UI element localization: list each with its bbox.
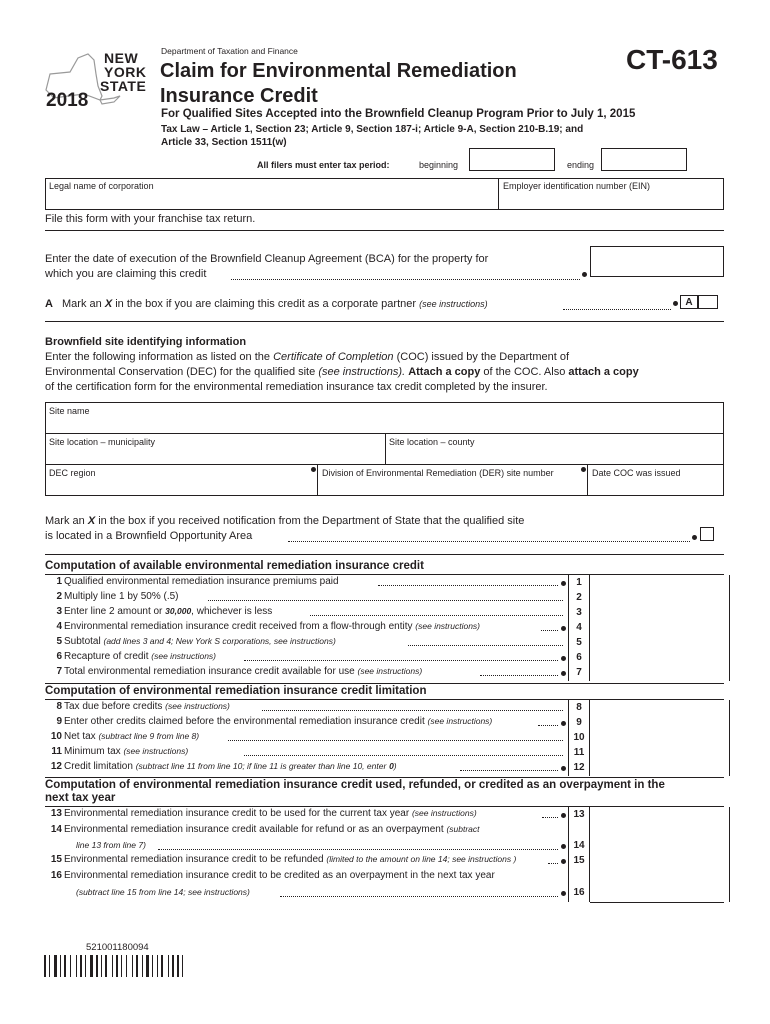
barcode-bar [112, 955, 113, 977]
line-14-text [64, 824, 480, 835]
line-15-text [64, 854, 516, 865]
line-12-note-bold: 0 [389, 761, 394, 771]
line-10-leader [228, 740, 563, 741]
county-label: Site location – county [389, 437, 475, 447]
site-info-p2b: of the COC. Also [483, 366, 566, 378]
logo-year: 2018 [46, 90, 89, 111]
site-name-label: Site name [49, 406, 90, 416]
line-4-leader [541, 630, 558, 631]
form-subtitle: For Qualified Sites Accepted into the Brownfield Cleanup Program Prior to July 1, 2015 [161, 108, 636, 120]
section-used-refunded-title-line1: Computation of environmental remediation insurance credit used, refunded, or credited as an overpayment in the [45, 779, 665, 791]
opportunity-line1b: in the box if you received notification from the Department of State that the qualified site [98, 515, 525, 527]
line-2-box-number: 2 [568, 590, 590, 606]
section2-top-rule [45, 683, 724, 684]
line-9-label: Enter other credits claimed before the environmental remediation insurance credit [64, 716, 425, 727]
form-title-line1: Claim for Environmental Remediation [160, 60, 517, 82]
bca-bullet [582, 272, 587, 277]
barcode-bar [64, 955, 66, 977]
site-info-p2-bold2: attach a copy [568, 366, 639, 378]
line-13-bullet [561, 813, 566, 818]
line-7-bullet [561, 671, 566, 676]
site-info-p1a: Enter the following information as listed on the [45, 351, 271, 363]
line-14-amount[interactable] [590, 823, 730, 854]
line-15-leader [548, 863, 558, 864]
municipality-divider [385, 433, 386, 464]
line-15-box-number: 15 [568, 853, 590, 869]
line-6-number: 6 [56, 651, 62, 662]
line-5-label: Subtotal [64, 636, 101, 647]
line-4-label: Environmental remediation insurance credit received from a flow-through entity [64, 621, 413, 632]
site-info-para1 [45, 351, 569, 363]
site-info-title: Brownfield site identifying information [45, 336, 247, 348]
line-6-box-number: 6 [568, 650, 590, 666]
line-3-text-b: , whichever is less [191, 606, 273, 617]
line-2-number: 2 [56, 591, 62, 602]
der-number-label: Division of Environmental Remediation (DER) site number [322, 468, 554, 478]
line-13-number: 13 [50, 808, 62, 819]
line-a-box-label: A [680, 295, 698, 309]
line-1-number: 1 [56, 576, 62, 587]
line-16-number: 16 [50, 870, 62, 881]
line-5-row [48, 636, 730, 651]
line-11-number: 11 [51, 746, 62, 757]
tax-law-line2: Article 33, Section 1511(w) [161, 137, 287, 148]
line-16-note: (subtract line 15 from line 14; see instructions) [76, 887, 250, 897]
line-4-box-number: 4 [568, 620, 590, 636]
der-number-bullet [581, 467, 586, 472]
section-limitation-title: Computation of environmental remediation insurance credit limitation [45, 685, 427, 697]
line-10-box-number: 10 [568, 730, 590, 746]
barcode-bar [161, 955, 163, 977]
line-12-number: 12 [50, 761, 62, 772]
ein-divider [498, 178, 499, 210]
line-16-box-number: 16 [568, 869, 590, 902]
line-14-bullet [561, 844, 566, 849]
line-9-text [64, 716, 492, 727]
line-8-amount[interactable] [590, 700, 730, 716]
line-15-note: (limited to the amount on line 14; see instructions ) [326, 854, 517, 864]
dec-region-divider [317, 464, 318, 496]
line-3-number: 3 [56, 606, 62, 617]
line-1-box-number: 1 [568, 575, 590, 591]
line-12-row [48, 761, 730, 776]
line-10-note: (subtract line 9 from line 8) [98, 731, 200, 741]
barcode-number: 521001180094 [86, 942, 149, 953]
date-coc-label: Date COC was issued [592, 468, 681, 478]
line-7-amount[interactable] [590, 665, 730, 681]
line-5-text [64, 636, 336, 647]
opportunity-line1a: Mark an [45, 515, 85, 527]
section-available-credit-title: Computation of available environmental remediation insurance credit [45, 560, 424, 572]
line-9-amount[interactable] [590, 715, 730, 731]
barcode-bar [172, 955, 174, 977]
line-15-bullet [561, 859, 566, 864]
line-a-checkbox[interactable] [698, 295, 718, 309]
line-8-label: Tax due before credits [64, 701, 163, 712]
period-ending-field[interactable] [601, 148, 687, 171]
line-3-bold: 30,000 [165, 606, 192, 616]
line-12-box-number: 12 [568, 760, 590, 776]
line-1-bullet [561, 581, 566, 586]
line-13-label: Environmental remediation insurance credit to be used for the current tax year [64, 808, 410, 819]
bca-date-field[interactable] [590, 246, 724, 277]
line-6-text [64, 651, 216, 662]
line-9-number: 9 [56, 716, 62, 727]
line-13-text [64, 808, 477, 819]
line-14-leader [158, 849, 558, 850]
line-1-row [48, 576, 730, 591]
line-3-leader [310, 615, 563, 616]
line-10-text [64, 731, 199, 742]
barcode-bar [54, 955, 57, 977]
line-16-row [48, 870, 730, 902]
line-4-bullet [561, 626, 566, 631]
line-7-box-number: 7 [568, 665, 590, 681]
line-15-row [48, 854, 730, 869]
barcode-bar [168, 955, 169, 977]
line-14-note-b: line 13 from line 7) [76, 840, 146, 850]
line-3-text-a: Enter line 2 amount or [64, 606, 163, 617]
line-11-text [64, 746, 188, 757]
line-4-note: (see instructions) [415, 621, 481, 631]
barcode-bar [121, 955, 122, 977]
line-14-note-a: (subtract [446, 824, 480, 834]
line-a-leader [563, 309, 671, 310]
section-used-refunded-title-line2: next tax year [45, 792, 116, 804]
bca-text-line2: which you are claiming this credit [45, 268, 207, 280]
line-9-leader [538, 725, 558, 726]
ein-label: Employer identification number (EIN) [503, 181, 651, 191]
opportunity-line1 [45, 515, 524, 527]
line-a-text-after: in the box if you are claiming this credit as a corporate partner [115, 298, 417, 310]
line-7-leader [480, 675, 558, 676]
line-16-bullet [561, 891, 566, 896]
tax-law-line1: Tax Law – Article 1, Section 23; Article 9, Section 187-i; Article 9-A, Section 210-B.19; and [161, 124, 584, 135]
line-12-note-b: ) [393, 761, 397, 771]
ein-field[interactable] [503, 193, 721, 208]
line-2-amount[interactable] [590, 590, 730, 606]
site-info-p1b: (COC) issued by the Department of [396, 351, 570, 363]
barcode-bar [49, 955, 50, 977]
county-field[interactable] [389, 449, 719, 463]
line-8-note: (see instructions) [165, 701, 230, 711]
line-3-amount[interactable] [590, 605, 730, 621]
barcode-bar [142, 955, 143, 977]
line-1-amount[interactable] [590, 575, 730, 591]
date-coc-field[interactable] [592, 480, 720, 494]
line-4-number: 4 [56, 621, 62, 632]
barcode-bar [85, 955, 86, 977]
logo-text-new: NEW [104, 50, 139, 66]
line-4-amount[interactable] [590, 620, 730, 636]
tax-period-label: All filers must enter tax period: [257, 160, 390, 170]
form-number: CT-613 [626, 44, 718, 75]
beginning-label: beginning [419, 160, 459, 170]
site-info-p2a: Environmental Conservation (DEC) for the qualified site [45, 366, 316, 378]
bca-text-line1: Enter the date of execution of the Brownfield Cleanup Agreement (BCA) for the property for [45, 253, 489, 265]
line-3-row [48, 606, 730, 621]
line-14-box-number: 14 [568, 823, 590, 854]
line-14-number: 14 [50, 824, 62, 835]
file-with-note: File this form with your franchise tax return. [45, 213, 256, 225]
der-divider [587, 464, 588, 496]
barcode-bar [157, 955, 158, 977]
line-13-note: (see instructions) [411, 808, 477, 818]
line-a-note: (see instructions) [419, 299, 488, 309]
dec-region-label: DEC region [49, 468, 96, 478]
line-6-leader [244, 660, 558, 661]
line-2-row [48, 591, 730, 606]
line-9-box-number: 9 [568, 715, 590, 731]
department-name: Department of Taxation and Finance [161, 46, 298, 56]
line-10-label: Net tax [64, 731, 96, 742]
line-16-text: Environmental remediation insurance credit to be credited as an overpayment in the next tax year [64, 870, 495, 881]
opportunity-checkbox[interactable] [700, 527, 714, 541]
site-grid-row2-rule [45, 464, 724, 465]
line-10-amount[interactable] [590, 730, 730, 746]
line-11-row [48, 746, 730, 761]
line-3-box-number: 3 [568, 605, 590, 621]
logo-text-state: STATE [100, 78, 147, 94]
line-3-text [64, 606, 272, 617]
line-11-note: (see instructions) [123, 746, 189, 756]
barcode-bar [126, 955, 127, 977]
barcode-bar [116, 955, 118, 977]
dec-region-field[interactable] [49, 480, 307, 494]
corporation-name-label: Legal name of corporation [49, 181, 154, 191]
line-5-leader [408, 645, 563, 646]
barcode-bar [101, 955, 102, 977]
line-a-letter: A [45, 298, 53, 310]
bca-leader [231, 279, 580, 280]
line-a-bullet [673, 301, 678, 306]
line-7-row [48, 666, 730, 681]
barcode-bar [136, 955, 138, 977]
section3-bottom-rule [590, 902, 724, 903]
barcode-bar [60, 955, 61, 977]
opportunity-rule [45, 554, 724, 555]
line-10-row [48, 731, 730, 746]
line-8-text [64, 701, 230, 712]
municipality-field[interactable] [49, 449, 379, 463]
barcode-bar [70, 955, 71, 977]
barcode-bar [80, 955, 82, 977]
site-info-p1-italic: Certificate of Completion [273, 351, 394, 363]
line-7-note: (see instructions) [357, 666, 423, 676]
line-15-amount[interactable] [590, 853, 730, 869]
line-a-x: X [104, 298, 113, 310]
line-8-number: 8 [56, 701, 62, 712]
barcode-bar [90, 955, 93, 977]
line-7-text [64, 666, 422, 677]
line-4-text [64, 621, 480, 632]
site-info-para2 [45, 366, 639, 378]
file-with-rule [45, 230, 724, 231]
line-12-text [64, 761, 397, 772]
line-8-box-number: 8 [568, 700, 590, 716]
line-14-label: Environmental remediation insurance credit available for refund or as an overpayment [64, 824, 444, 835]
line-1-leader [378, 585, 558, 586]
line-9-row [48, 716, 730, 731]
line-6-bullet [561, 656, 566, 661]
barcode-bar [105, 955, 107, 977]
section3-top-rule [45, 777, 724, 778]
line-a-rule [45, 321, 724, 322]
form-title-line2: Insurance Credit [160, 85, 318, 107]
line-6-amount[interactable] [590, 650, 730, 666]
logo-text-york: YORK [104, 64, 147, 80]
corporation-name-field[interactable] [49, 193, 494, 208]
line-9-note: (see instructions) [427, 716, 493, 726]
barcode-bar [177, 955, 179, 977]
line-6-label: Recapture of credit [64, 651, 149, 662]
line-11-amount[interactable] [590, 745, 730, 761]
site-info-para3: of the certification form for the environmental remediation insurance tax credit completed by the insurer. [45, 381, 548, 393]
line-8-row [48, 701, 730, 716]
line-16-amount[interactable] [590, 869, 730, 902]
line-11-box-number: 11 [568, 745, 590, 761]
barcode-bar [152, 955, 153, 977]
barcode-bar [182, 955, 183, 977]
barcode [44, 955, 194, 977]
opportunity-bullet [692, 535, 697, 540]
line-9-bullet [561, 721, 566, 726]
site-info-p2-italic: (see instructions). [318, 366, 406, 378]
line-5-box-number: 5 [568, 635, 590, 651]
period-beginning-field[interactable] [469, 148, 555, 171]
line-16-leader [280, 896, 558, 897]
line-15-number: 15 [50, 854, 62, 865]
opportunity-line2: is located in a Brownfield Opportunity Area [45, 530, 253, 542]
line-4-row [48, 621, 730, 636]
der-number-field[interactable] [322, 480, 580, 494]
barcode-bar [76, 955, 77, 977]
dec-region-bullet [311, 467, 316, 472]
barcode-bar [132, 955, 133, 977]
line-14-row [48, 824, 730, 854]
line-12-label: Credit limitation [64, 761, 133, 772]
opportunity-x: X [87, 515, 96, 527]
line-2-text: Multiply line 1 by 50% (.5) [64, 591, 179, 602]
line-11-label: Minimum tax [64, 746, 121, 757]
line-11-leader [244, 755, 563, 756]
line-12-leader [460, 770, 558, 771]
line-a-text-before: Mark an [62, 298, 102, 310]
line-8-leader [262, 710, 563, 711]
site-info-p2-bold: Attach a copy [408, 366, 481, 378]
line-12-note-a: (subtract line 11 from line 10; if line 11 is greater than line 10, enter [135, 761, 387, 771]
line-13-box-number: 13 [568, 807, 590, 823]
line-13-amount[interactable] [590, 807, 730, 823]
opportunity-leader [288, 541, 690, 542]
line-15-label: Environmental remediation insurance credit to be refunded [64, 854, 324, 865]
line-13-leader [542, 817, 558, 818]
barcode-bar [96, 955, 98, 977]
line-12-bullet [561, 766, 566, 771]
line-12-amount[interactable] [590, 760, 730, 776]
line-5-note: (add lines 3 and 4; New York S corporations, see instructions) [103, 636, 336, 646]
ending-label: ending [567, 160, 595, 170]
line-6-note: (see instructions) [151, 651, 216, 661]
line-2-leader [208, 600, 563, 601]
line-7-number: 7 [56, 666, 62, 677]
site-name-field[interactable] [49, 418, 719, 432]
barcode-bar [44, 955, 46, 977]
barcode-bar [146, 955, 149, 977]
line-5-number: 5 [56, 636, 62, 647]
line-5-amount[interactable] [590, 635, 730, 651]
municipality-label: Site location – municipality [49, 437, 156, 447]
line-6-row [48, 651, 730, 666]
line-7-label: Total environmental remediation insurance credit available for use [64, 666, 355, 677]
line-a-text [62, 298, 488, 310]
line-10-number: 10 [50, 731, 62, 742]
line-13-row [48, 808, 730, 823]
line-1-text: Qualified environmental remediation insurance premiums paid [64, 576, 339, 587]
nys-logo [40, 44, 158, 116]
